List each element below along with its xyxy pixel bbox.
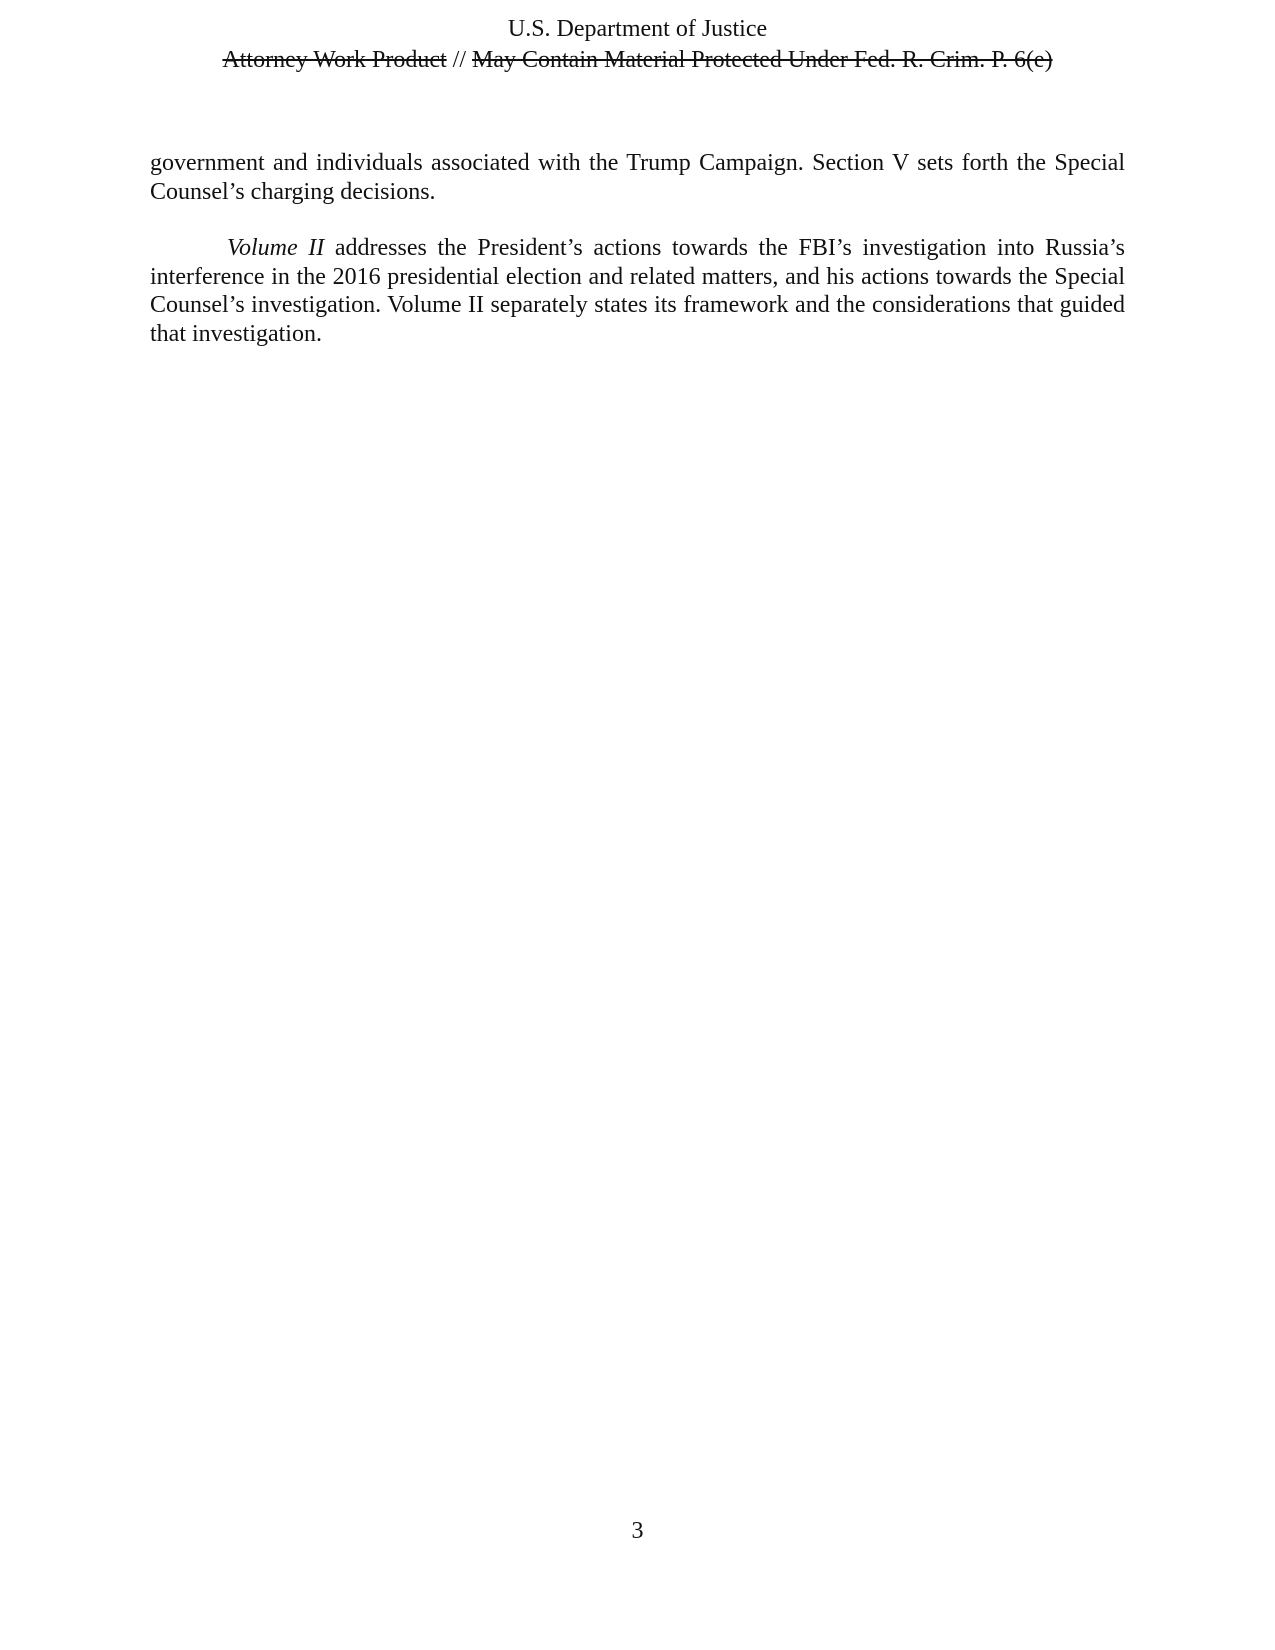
paragraph-continuation: government and individuals associated with the Trump Campaign. Section V sets forth the Special Counsel’s charging decisions. (150, 150, 1125, 205)
marking-grand-jury: May Contain Material Protected Under Fed. R. Crim. P. 6(e) (472, 47, 1053, 73)
department-title: U.S. Department of Justice (507, 16, 768, 42)
paragraph-volume-ii (150, 234, 1125, 348)
marking-separator: // (446, 47, 473, 73)
document-body (150, 149, 1125, 376)
page-number: 3 (631, 1518, 644, 1544)
classification-marking (0, 45, 1275, 76)
volume-ii-text: addresses the President’s actions towards the FBI’s investigation into Russia’s interference in the 2016 presidential election and related matters, and his actions towards the Special Counsel’s investigation. Volume II separately states its framework and the considerations that guided that investigation. (150, 235, 1126, 347)
page-header (0, 14, 1275, 76)
volume-ii-italic: Volume II (227, 235, 325, 261)
marking-attorney-work-product: Attorney Work Product (222, 47, 447, 73)
